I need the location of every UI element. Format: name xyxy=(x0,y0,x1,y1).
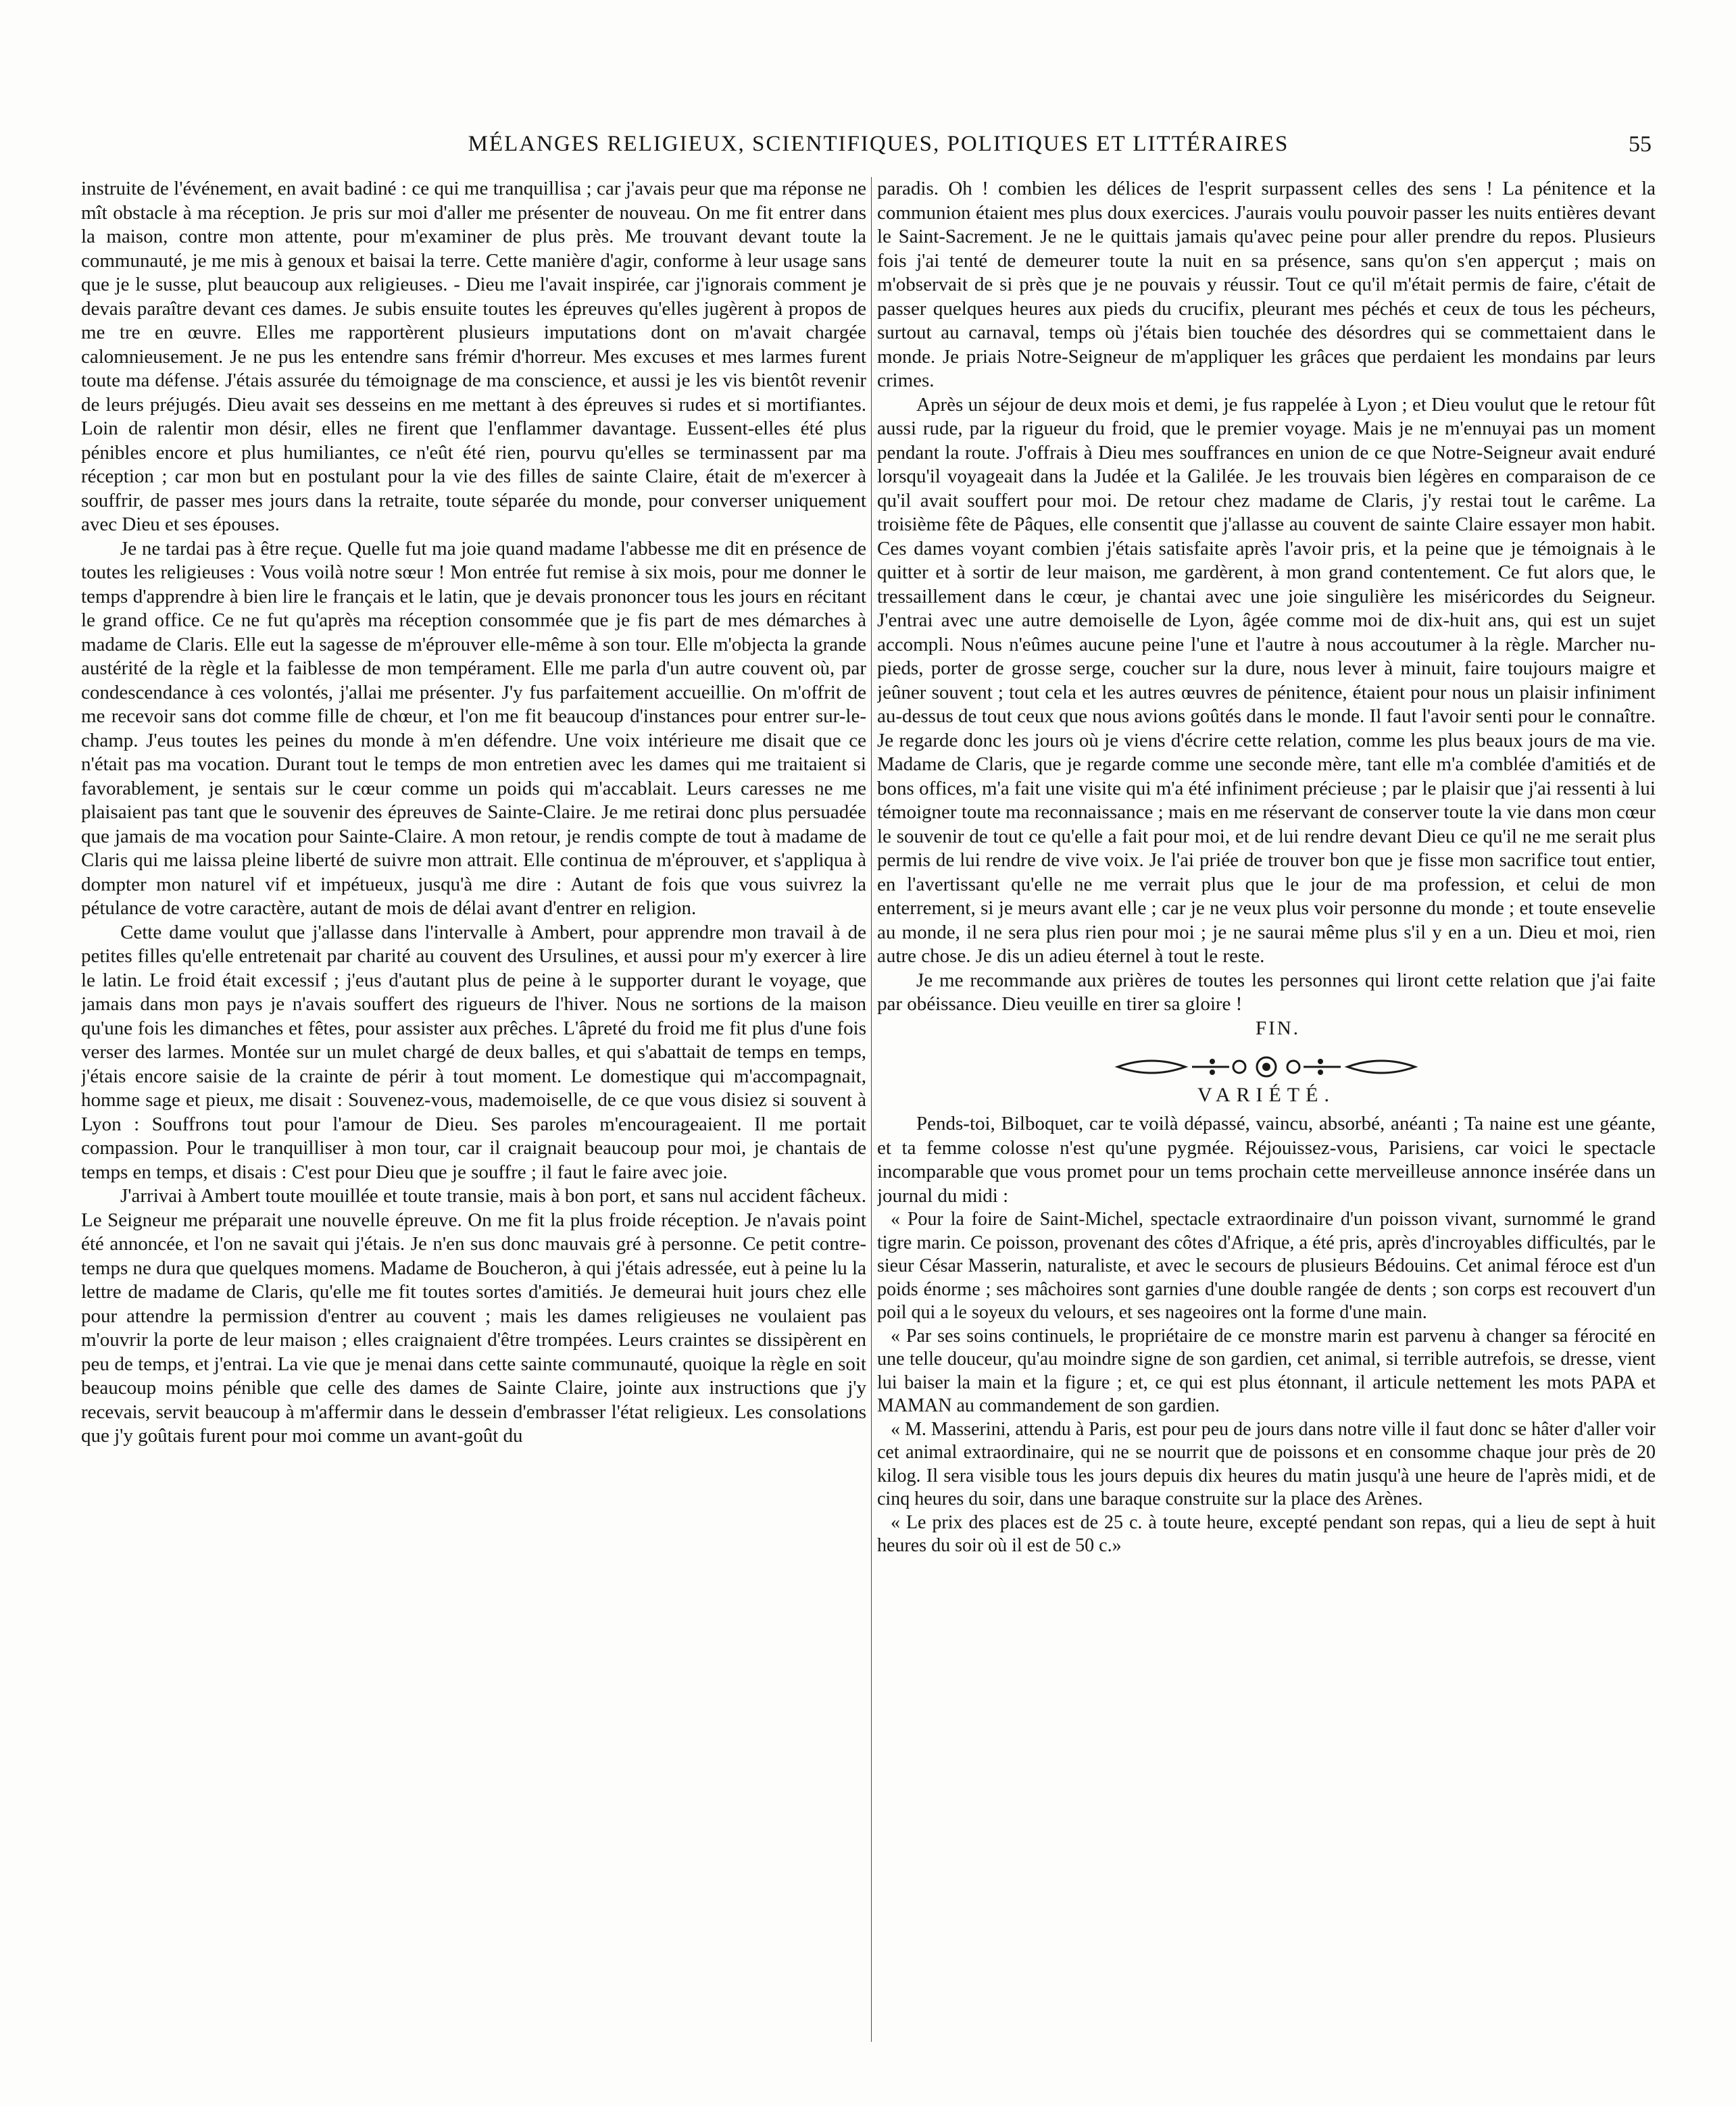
page-number: 55 xyxy=(1629,132,1652,157)
paragraph: Cette dame voulut que j'allasse dans l'intervalle à Ambert, pour apprendre mon travail à de petites filles qu'elle entretenait par charité au couvent des Ursulines, et aussi pour m'y exercer à lire le latin. Le froid était excessif ; j'eus d'autant plus de peine à le supporter durant le voyage, que jamais dans mon pays je n'avais souffert des rigueurs de l'hiver. Nous ne sortions de la maison qu'une fois les dimanches et fêtes, pour assister aux prêches. L'âpreté du froid me fit plus d'une fois verser des larmes. Montée sur un mulet chargé de deux balles, et qui s'abattait de temps en temps, j'étais encore saisie de la crainte de périr à tout moment. Le domestique qui m'accompagnait, homme sage et pieux, me disait : Souvenez-vous, mademoiselle, de ce que vous disiez si souvent à Lyon : Souffrons tout pour l'amour de Dieu. Ses paroles m'encourageaient. Il me portait compassion. Pour le tranquilliser à mon tour, car il craignait beaucoup pour moi, je chantais de temps en temps, et disais : C'est pour Dieu que je souffre ; il faut le faire avec joie. xyxy=(81,921,866,1183)
section-title-variete: VARIÉTÉ. xyxy=(1197,1083,1335,1106)
quoted-advertisement: « Par ses soins continuels, le propriétaire de ce monstre marin est parvenu à changer sa férocité en une telle douceur, qu'au moindre signe de son gardien, cet animal, si terrible autrefois, se dresse, vient lui baiser la main et la figure ; et, ce qui est plus étonnant, il articule nettement les mots PAPA et MAMAN au commandement de son gardien. xyxy=(877,1325,1656,1416)
running-header: MÉLANGES RELIGIEUX, SCIENTIFIQUES, POLITIQUES ET LITTÉRAIRES xyxy=(468,132,1289,156)
quoted-advertisement: « Pour la foire de Saint-Michel, spectacle extraordinaire d'un poisson vivant, surnommé le grand tigre marin. Ce poisson, provenant des côtes d'Afrique, a été pris, après d'incroyables difficultés, par le sieur César Masserin, naturaliste, et avec le secours de plusieurs Bédouins. Cet animal féroce est d'un poids énorme ; ses mâchoires sont garnies d'une double rangée de dents ; son corps est recouvert d'un poil qui a le soyeux du velours, et ses nageoires ont la forme d'une main. xyxy=(877,1209,1656,1323)
column-rule xyxy=(871,177,872,2042)
right-column xyxy=(877,177,1656,2069)
paragraph: instruite de l'événement, en avait badiné : ce qui me tranquillisa ; car j'avais peur que ma réponse ne mît obstacle à ma réception. Je pris sur moi d'aller me présenter de nouveau. On me fit entrer dans la maison, contre mon attente, pour m'examiner de plus près. Me trouvant devant toute la communauté, je me mis à genoux et baisai la terre. Cette manière d'agir, conforme à leur usage sans que je le susse, plut beaucoup aux religieuses. - Dieu me l'avait inspirée, car j'ignorais comment je devais paraître devant ces dames. Je subis ensuite toutes les épreuves qu'elles jugèrent à propos de me tre en œuvre. Elles me rapportèrent plusieurs imputations dont on m'avait chargée calomnieusement. Je ne pus les entendre sans frémir d'horreur. Mes excuses et mes larmes furent toute ma défense. J'étais assurée du témoignage de ma conscience, et aussi je les vis bientôt revenir de leurs préjugés. Dieu avait ses desseins en me mettant à des épreuves si rudes et si mortifiantes. Loin de ralentir mon désir, elles ne firent que l'enflammer davantage. Eussent-elles été plus pénibles encore et plus humiliantes, ce n'eût été rien, pourvu qu'elles se terminassent par ma réception ; car mon but en postulant pour la vie des filles de sainte Claire, était de m'exercer à souffrir, de passer mes jours dans la retraite, toute séparée du monde, pour converser uniquement avec Dieu et ses épouses. xyxy=(81,178,866,535)
paragraph: J'arrivai à Ambert toute mouillée et toute transie, mais à bon port, et sans nul accident fâcheux. Le Seigneur me préparait une nouvelle épreuve. On me fit la plus froide réception. Je n'avais point été annoncée, et l'on ne savait qui j'étais. Je n'en sus donc mauvais gré à personne. Ce petit contre-temps ne dura que quelques momens. Madame de Boucheron, à qui j'étais adressée, eut à peine lu la lettre de madame de Claris, qu'elle me fit toutes sortes d'amitiés. Je demeurai huit jours chez elle pour attendre la permission d'entrer au couvent ; mais les dames religieuses ne voulaient pas m'ouvrir la porte de leur maison ; elles craignaient d'être trompées. Leurs craintes se dissipèrent en peu de temps, et j'entrai. La vie que je menai dans cette sainte communauté, quoique la règle en soit beaucoup moins pénible que celle des dames de Sainte Claire, jointe aux instructions que j'y recevais, servit beaucoup à m'affermir dans le dessein d'embrasser l'état religieux. Les consolations que j'y goûtais furent pour moi comme un avant-goût du xyxy=(81,1185,866,1447)
quoted-advertisement: « Le prix des places est de 25 c. à toute heure, excepté pendant son repas, qui a lieu de sept à huit heures du soir où il est de 50 c.» xyxy=(877,1511,1656,1556)
finis-line xyxy=(877,1017,1656,1041)
paragraph: Je ne tardai pas à être reçue. Quelle fut ma joie quand madame l'abbesse me dit en présence de toutes les religieuses : Vous voilà notre sœur ! Mon entrée fut remise à six mois, pour me donner le temps d'apprendre à bien lire le français et le latin, que je devais prononcer tous les jours en récitant le grand office. Ce ne fut qu'après ma réception consommée que je fis part de mes démarches à madame de Claris. Elle eut la sagesse de m'éprouver elle-même à son tour. Elle m'objecta la grande austérité de la règle et la faiblesse de mon tempérament. Elle me parla d'un autre couvent où, par condescendance à ces volontés, j'allai me présenter. J'y fus parfaitement accueillie. On m'offrit de me recevoir sans dot comme fille de chœur, et l'on me fit beaucoup d'instances pour entrer sur-le-champ. J'eus toutes les peines du monde à m'en défendre. Une voix intérieure me disait que ce n'était pas ma vocation. Durant tout le temps de mon entretien avec les dames qui me traitaient si favorablement, je sentais sur le cœur comme un poids qui m'accablait. Leurs caresses ne me plaisaient pas tant que le souvenir des épreuves de Sainte-Claire. Je me retirai donc plus persuadée que jamais de ma vocation pour Sainte-Claire. A mon retour, je rendis compte de tout à madame de Claris qui me laissa pleine liberté de suivre mon attrait. Elle continua de m'éprouver, et s'appliqua à dompter mon naturel vif et impétueux, jusqu'à me dire : Autant de fois que vous suivrez la pétulance de votre caractère, autant de mois de délai avant d'entrer en religion. xyxy=(81,537,866,919)
left-column xyxy=(81,177,866,2069)
quoted-advertisement: « M. Masserini, attendu à Paris, est pour peu de jours dans notre ville il faut donc se hâter d'aller voir cet animal extraordinaire, qui ne se nourrit que de poissons et en consomme chaque jour près de 20 kilog. Il sera visible tous les jours depuis dix heures du matin jusqu'à une heure de l'après midi, et de cinq heures du soir, dans une baraque construite sur la place des Arènes. xyxy=(877,1418,1656,1509)
paragraph: Je me recommande aux prières de toutes les personnes qui liront cette relation que j'ai faite par obéissance. Dieu veuille en tirer sa gloire ! xyxy=(877,969,1656,1015)
paragraph: Après un séjour de deux mois et demi, je fus rappelée à Lyon ; et Dieu voulut que le retour fût aussi rude, par la rigueur du froid, que le premier voyage. Mais je ne m'ennuyai pas un moment pendant la route. J'offrais à Dieu mes souffrances en union de ce que Notre-Seigneur avait enduré lorsqu'il voyageait dans la Judée et la Galilée. Je les trouvais bien légères en comparaison de ce qu'il avait souffert pour moi. De retour chez madame de Claris, j'y restai tout le carême. La troisième fête de Pâques, elle consentit que j'allasse au couvent de sainte Claire essayer mon habit. Ces dames voyant combien j'étais satisfaite après l'avoir pris, et la peine que je témoignais à le quitter et à sortir de leur maison, me gardèrent, à mon grand contentement. Ce fut alors que, le tressaillement dans le cœur, je chantai avec une joie singulière les miséricordes du Seigneur. J'entrai avec une autre demoiselle de Lyon, âgée comme moi de dix-huit ans, qui est un sujet accompli. Nous n'eûmes aucune peine l'une et l'autre à nous accoutumer à la règle. Marcher nu-pieds, porter de grosse serge, coucher sur la dure, nous lever à minuit, faire toujours maigre et jeûner souvent ; tout cela et les autres œuvres de pénitence, étaient pour nous un plaisir infiniment au-dessus de tout ceux que nous avions goûtés dans le monde. Il faut l'avoir senti pour le connaître. Je regarde donc les jours où je viens d'écrire cette relation, comme les plus beaux jours de ma vie. Madame de Claris, que je regarde comme une seconde mère, tant elle m'a comblée d'amitiés et de bons offices, m'a fait une visite qui m'a été infiniment précieuse ; par le plaisir que j'ai ressenti à lui témoigner toute ma reconnaissance ; mais en me réservant de conserver toute la vie dans mon cœur le souvenir de tout ce qu'elle a fait pour moi, et de lui rendre devant Dieu ce qu'il ne me serait plus permis de lui rendre de vive voix. Je l'ai priée de trouver bon que je fisse mon sacrifice tout entier, en l'avertissant qu'elle ne me verrait plus que le jour de ma profession, et celui de mon enterrement, si je meurs avant elle ; car je ne veux plus voir personne du monde ; et toute ensevelie au monde, il ne sera plus rien pour moi ; je ne saurai même plus s'il y en a un. Dieu et moi, rien autre chose. Je dis un adieu éternel à tout le reste. xyxy=(877,393,1656,967)
finis-mark: FIN. xyxy=(1256,1017,1300,1039)
paragraph: Pends-toi, Bilboquet, car te voilà dépassé, vaincu, absorbé, anéanti ; Ta naine est une géante, et ta femme colosse n'est qu'une pygmée. Réjouissez-vous, Parisiens, car voici le spectacle incomparable que vous promet pour un tems prochain cette merveilleuse annonce insérée dans un journal du midi : xyxy=(877,1113,1656,1207)
ornament-divider-icon xyxy=(1111,1053,1422,1080)
paragraph: paradis. Oh ! combien les délices de l'esprit surpassent celles des sens ! La pénitence et la communion étaient mes plus doux exercices. J'aurais voulu pouvoir passer les nuits entières devant le Saint-Sacrement. Je ne le quittais jamais qu'avec peine pour aller prendre du repos. Plusieurs fois j'ai tenté de demeurer toute la nuit en sa présence, sans qu'on s'en apperçut ; mais on m'observait de si près que je ne pouvais y réussir. Tout ce qu'il m'était permis de faire, c'était de passer quelques heures aux pieds du crucifix, pleurant mes péchés et ceux de tous les pécheurs, surtout au carnaval, temps où j'étais bien touchée des désordres qui se commettaient dans le monde. Je priais Notre-Seigneur de m'appliquer les grâces que perdaient les mondains par leurs crimes. xyxy=(877,178,1656,391)
